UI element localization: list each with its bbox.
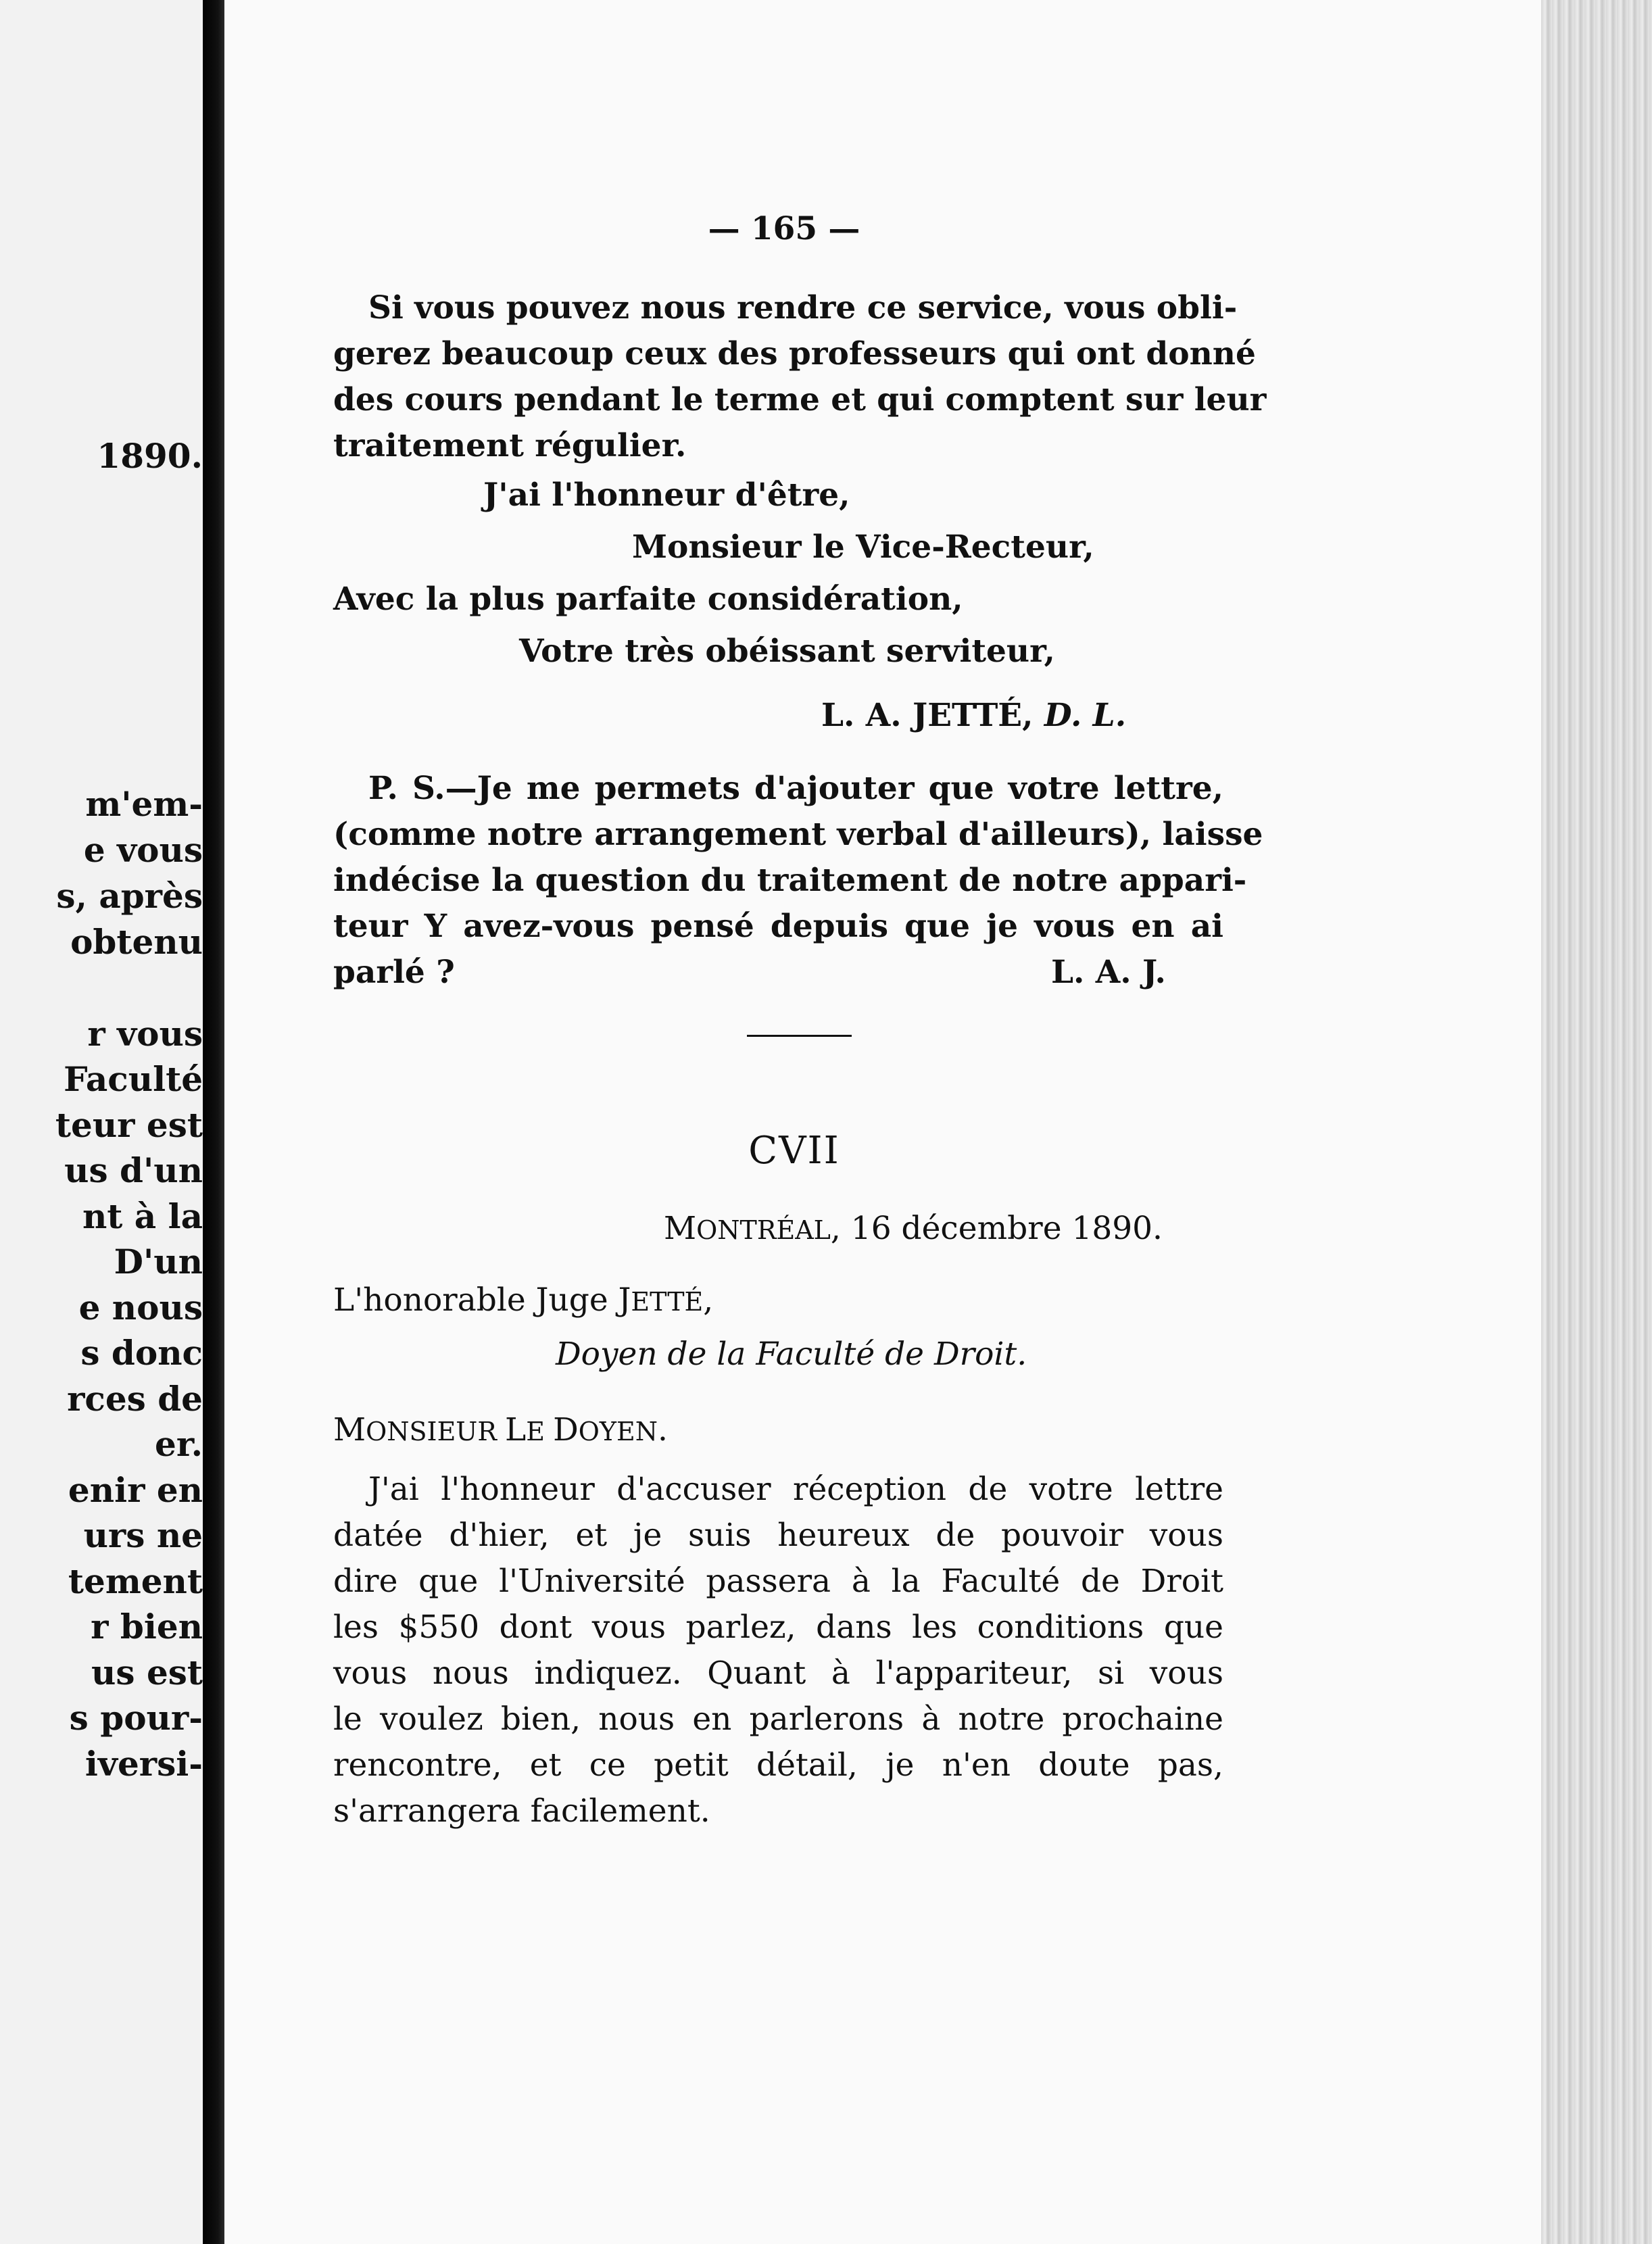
body-line: s'arrangera facilement.	[333, 1792, 710, 1830]
left-fragment: iversi-	[84, 1744, 203, 1784]
place-initial: M	[664, 1210, 697, 1247]
signature-title: D. L.	[1044, 697, 1127, 734]
signature	[821, 697, 1127, 734]
salutation-part: ONSIEUR	[366, 1417, 506, 1446]
left-facing-page	[0, 0, 203, 2244]
left-fragment: r bien	[91, 1607, 203, 1647]
left-fragment: er.	[155, 1424, 203, 1464]
closing-line: Monsieur le Vice-Recteur,	[632, 529, 1094, 566]
salutation-part: .	[658, 1411, 668, 1448]
left-fragment: obtenu	[70, 922, 203, 962]
salutation-part: L	[505, 1411, 527, 1448]
closing-line: Votre très obéissant serviteur,	[519, 633, 1055, 670]
body-line: dire que l'Université passera à la Faculté de Droit	[333, 1563, 1223, 1600]
ps-line: (comme notre arrangement verbal d'ailleurs), laisse	[333, 816, 1263, 853]
page-edges	[1541, 0, 1652, 2244]
place-rest: ONTRÉAL	[696, 1215, 831, 1245]
body-line: datée d'hier, et je suis heureux de pouvoir vous	[333, 1517, 1223, 1554]
text-line: gerez beaucoup ceux des professeurs qui ont donné	[333, 335, 1256, 372]
ps-line: indécise la question du traitement de notre appari-	[333, 862, 1247, 899]
left-fragment: s donc	[80, 1333, 203, 1373]
body-line: vous nous indiquez. Quant à l'appariteur, si vous	[333, 1655, 1223, 1692]
salutation-part: E	[526, 1417, 554, 1446]
addressee-title: Doyen de la Faculté de Droit.	[556, 1336, 1027, 1373]
salutation-part: M	[333, 1411, 366, 1448]
left-fragment: Faculté	[64, 1059, 203, 1099]
text-line: traitement régulier.	[333, 427, 687, 464]
closing-line: J'ai l'honneur d'être,	[483, 477, 850, 514]
date: , 16 décembre 1890.	[830, 1210, 1163, 1247]
text-line-content: Si vous pouvez nous rendre ce service, vous obli-	[368, 289, 1238, 326]
left-fragment: 1890.	[97, 436, 203, 476]
left-fragment: nt à la	[82, 1196, 203, 1236]
left-fragment: rces de	[67, 1379, 203, 1419]
left-fragment: e nous	[78, 1288, 203, 1327]
dateline	[664, 1210, 1163, 1247]
addressee-rest: ETTÉ	[631, 1287, 704, 1317]
signature-name: L. A. JETTÉ,	[821, 697, 1034, 734]
text-line: des cours pendant le terme et qui comptent sur leur	[333, 381, 1267, 418]
salutation-part: OYEN	[578, 1417, 658, 1446]
body-line: J'ai l'honneur d'accuser réception de votre lettre	[368, 1471, 1223, 1508]
ps-line: parlé ?	[333, 954, 455, 991]
left-fragment: urs ne	[83, 1515, 203, 1555]
left-fragment: m'em-	[85, 784, 203, 824]
left-fragment: r vous	[87, 1014, 203, 1054]
left-fragment: s, après	[56, 876, 203, 916]
body-line: les $550 dont vous parlez, dans les conditions que	[333, 1609, 1223, 1646]
left-fragment: enir en	[68, 1470, 203, 1510]
ps-line: teur Y avez-vous pensé depuis que je vous en ai	[333, 908, 1223, 945]
addressee	[333, 1282, 714, 1319]
book-spine-shadow	[203, 0, 224, 2244]
addressee-initial: J	[618, 1282, 631, 1319]
left-fragment: teur est	[55, 1105, 203, 1145]
left-fragment: e vous	[83, 830, 203, 870]
left-fragment: tement	[68, 1561, 203, 1601]
ps-line: P. S.—Je me permets d'ajouter que votre lettre,	[368, 770, 1223, 807]
addressee-suffix: ,	[703, 1282, 714, 1319]
left-fragment: us d'un	[64, 1150, 203, 1190]
left-fragment: us est	[91, 1653, 203, 1692]
left-fragment: D'un	[114, 1242, 203, 1282]
left-fragment: s pour-	[69, 1698, 203, 1738]
body-line: rencontre, et ce petit détail, je n'en doute pas,	[333, 1747, 1223, 1784]
salutation-part: D	[553, 1411, 579, 1448]
salutation	[333, 1411, 668, 1448]
body-line: le voulez bien, nous en parlerons à notre prochaine	[333, 1701, 1223, 1738]
letter-number: CVII	[748, 1129, 840, 1173]
text-line	[368, 289, 1238, 326]
section-divider	[747, 1035, 852, 1037]
ps-initials: L. A. J.	[1051, 954, 1166, 991]
closing-line: Avec la plus parfaite considération,	[333, 581, 963, 618]
addressee-prefix: L'honorable Juge	[333, 1282, 618, 1319]
page-number: — 165 —	[708, 210, 860, 247]
